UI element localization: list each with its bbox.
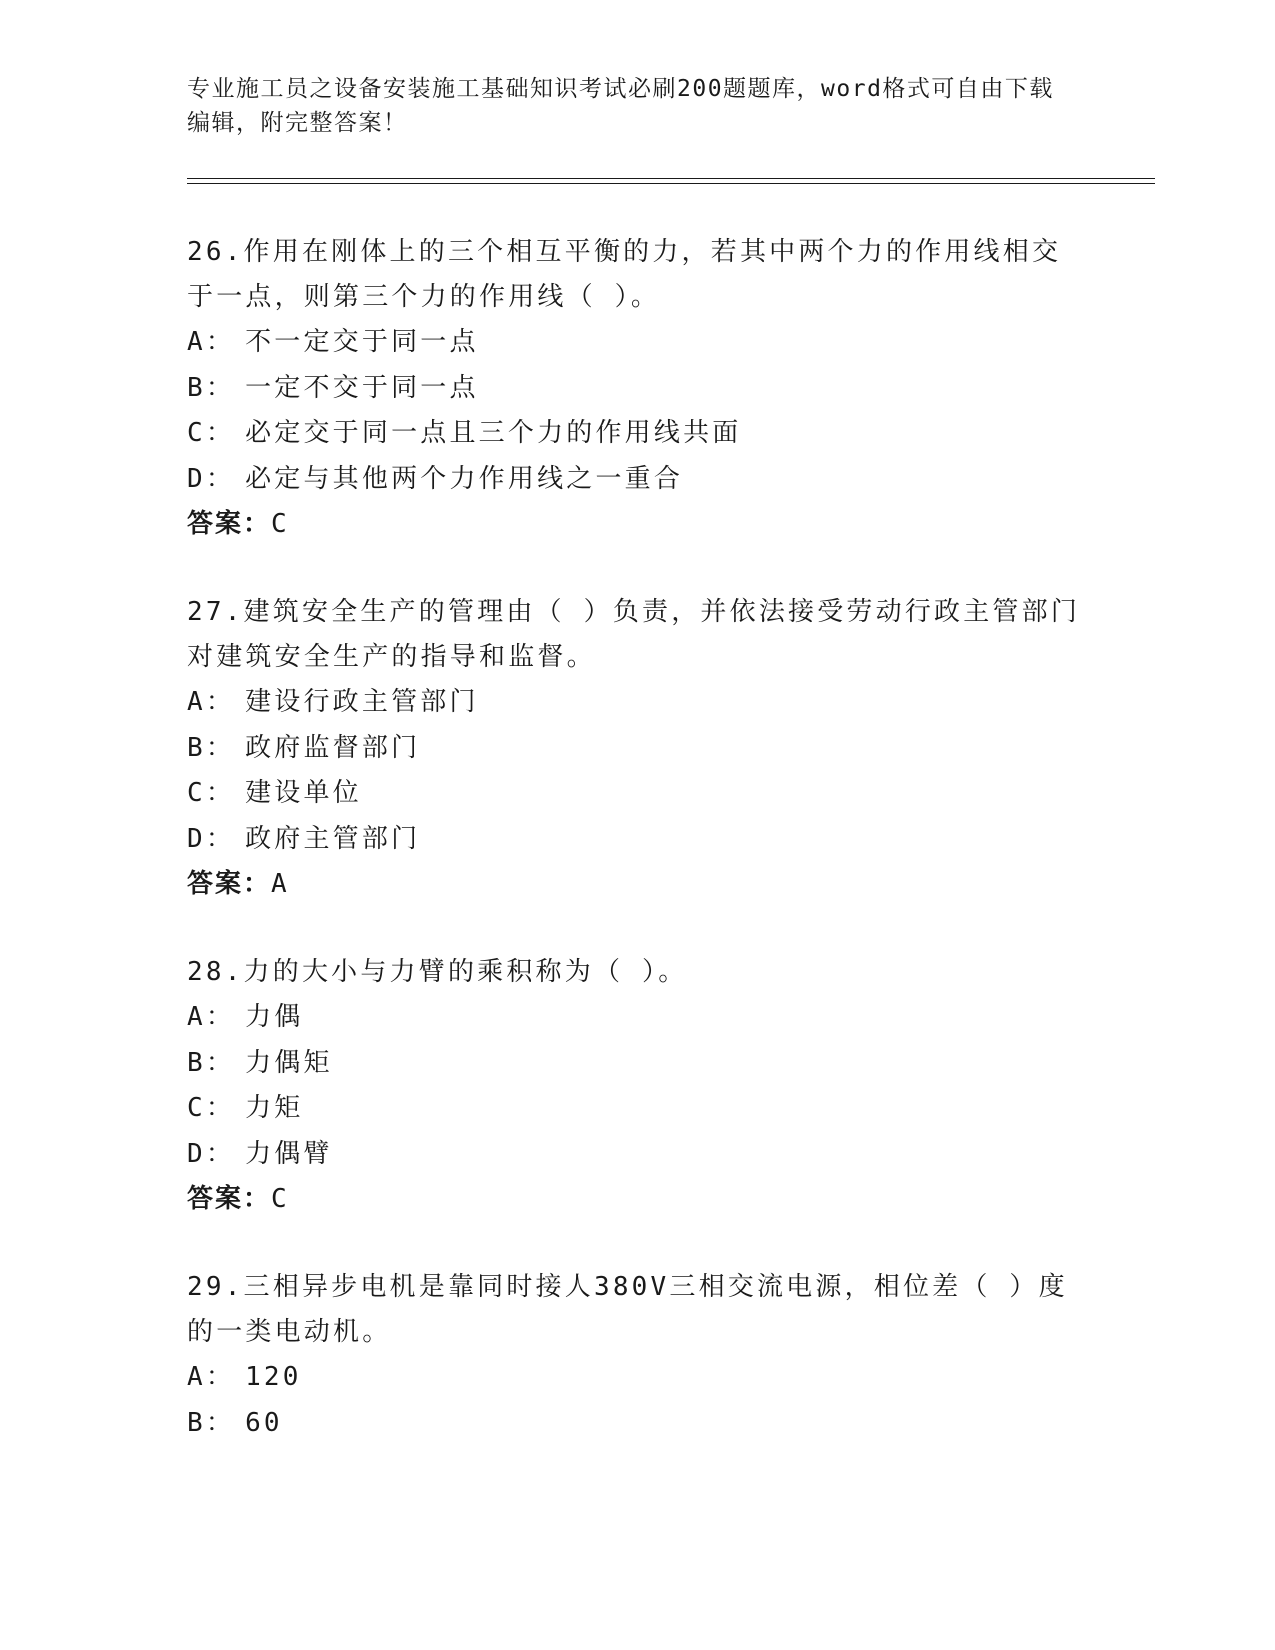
question-27 (187, 590, 1087, 907)
option-d: D： 政府主管部门 (187, 823, 421, 854)
option-b: B： 政府监督部门 (187, 732, 421, 763)
answer (187, 862, 1087, 907)
answer-label: 答案： (187, 869, 272, 899)
question-text: 26.作用在刚体上的三个相互平衡的力，若其中两个力的作用线相交于一点，则第三个力的作用线（ ）。 (187, 237, 1062, 312)
option-a: A： 力偶 (187, 1002, 304, 1032)
answer (187, 502, 1087, 547)
document-title: 专业施工员之设备安装施工基础知识考试必刷200题题库，word格式可自由下载编辑，附完整答案！ (187, 76, 1054, 136)
option-b: B： 一定不交于同一点 (187, 372, 479, 403)
question-text: 28.力的大小与力臂的乘积称为（ ）。 (187, 957, 688, 987)
answer-value: C (271, 509, 287, 539)
option-c: C： 建设单位 (187, 778, 362, 808)
option-a: A： 建设行政主管部门 (187, 687, 479, 717)
answer-label: 答案： (187, 509, 272, 539)
option-a: A： 120 (187, 1362, 302, 1392)
question-29 (187, 1265, 1087, 1446)
header-divider-top (187, 178, 1155, 179)
question-text: 27.建筑安全生产的管理由（ ）负责，并依法接受劳动行政主管部门对建筑安全生产的指导和监督。 (187, 597, 1081, 672)
option-d: D： 必定与其他两个力作用线之一重合 (187, 463, 684, 494)
option-c: C： 力矩 (187, 1093, 304, 1123)
question-text: 29.三相异步电机是靠同时接人380V三相交流电源，相位差（ ）度的一类电动机。 (187, 1272, 1068, 1347)
question-28 (187, 950, 1087, 1222)
option-b: B： 力偶矩 (187, 1047, 333, 1078)
answer-value: C (271, 1184, 287, 1214)
answer-label: 答案： (187, 1184, 272, 1214)
answer-value: A (271, 869, 287, 899)
answer (187, 1177, 1087, 1222)
option-c: C： 必定交于同一点且三个力的作用线共面 (187, 418, 742, 448)
question-26 (187, 230, 1087, 547)
option-d: D： 力偶臂 (187, 1138, 333, 1169)
option-b: B： 60 (187, 1407, 283, 1438)
header-divider-bottom (187, 183, 1155, 184)
option-a: A： 不一定交于同一点 (187, 327, 479, 357)
